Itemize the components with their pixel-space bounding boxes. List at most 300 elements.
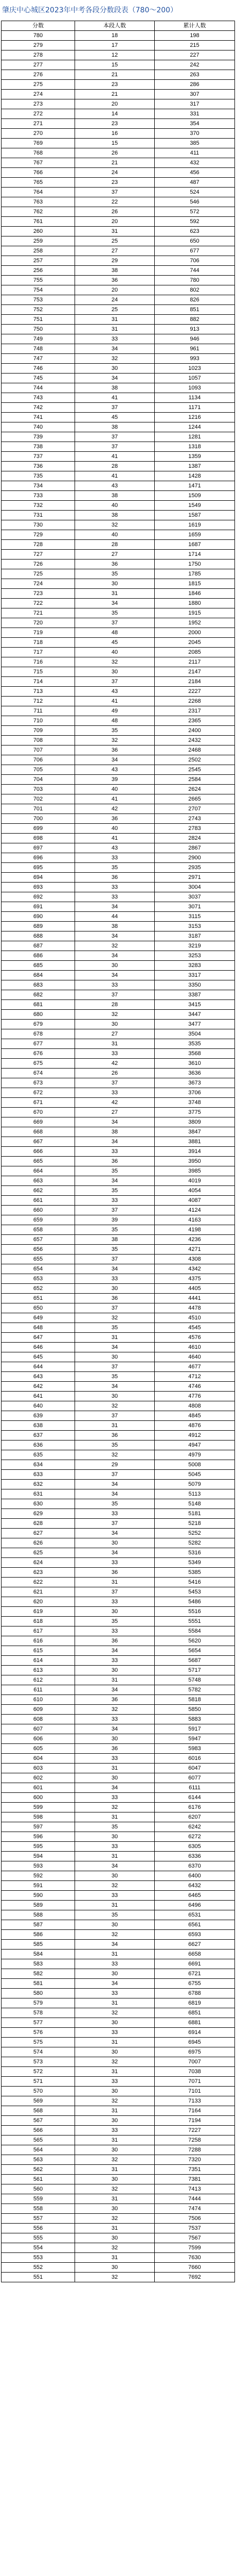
cell-segment-count: 27 <box>75 1108 155 1117</box>
cell-cumulative-count: 215 <box>155 41 235 50</box>
cell-cumulative-count: 5486 <box>155 1597 235 1607</box>
table-row <box>2 2096 235 2106</box>
cell-cumulative-count: 7351 <box>155 2165 235 2175</box>
cell-score: 628 <box>2 1519 75 1529</box>
cell-score: 257 <box>2 256 75 266</box>
table-row <box>2 579 235 589</box>
table-row <box>2 648 235 657</box>
cell-cumulative-count: 961 <box>155 344 235 354</box>
cell-segment-count: 33 <box>75 1597 155 1607</box>
cell-cumulative-count: 5385 <box>155 1568 235 1578</box>
table-row <box>2 60 235 70</box>
cell-cumulative-count: 7007 <box>155 2057 235 2067</box>
table-row <box>2 236 235 246</box>
cell-cumulative-count: 1171 <box>155 403 235 413</box>
table-row <box>2 638 235 648</box>
cell-segment-count: 34 <box>75 755 155 765</box>
table-row <box>2 912 235 922</box>
table-row <box>2 227 235 236</box>
cell-segment-count: 20 <box>75 285 155 295</box>
table-row <box>2 1891 235 1901</box>
cell-cumulative-count: 3535 <box>155 1039 235 1049</box>
cell-segment-count: 36 <box>75 745 155 755</box>
cell-score: 665 <box>2 1157 75 1166</box>
table-row <box>2 1206 235 1215</box>
cell-segment-count: 31 <box>75 2224 155 2233</box>
cell-score: 737 <box>2 452 75 462</box>
table-row <box>2 1724 235 1734</box>
table-row <box>2 168 235 178</box>
cell-score: 673 <box>2 1078 75 1088</box>
cell-segment-count: 35 <box>75 863 155 873</box>
table-row <box>2 334 235 344</box>
cell-cumulative-count: 2743 <box>155 814 235 824</box>
cell-cumulative-count: 411 <box>155 148 235 158</box>
table-row <box>2 1910 235 1920</box>
cell-cumulative-count: 4198 <box>155 1225 235 1235</box>
cell-segment-count: 27 <box>75 1029 155 1039</box>
cell-segment-count: 41 <box>75 834 155 843</box>
cell-score: 558 <box>2 2204 75 2214</box>
cell-cumulative-count: 1714 <box>155 550 235 560</box>
cell-cumulative-count: 1846 <box>155 589 235 599</box>
cell-score: 649 <box>2 1313 75 1323</box>
cell-score: 742 <box>2 403 75 413</box>
cell-cumulative-count: 1915 <box>155 608 235 618</box>
cell-segment-count: 33 <box>75 892 155 902</box>
cell-cumulative-count: 4912 <box>155 1431 235 1440</box>
cell-cumulative-count: 2268 <box>155 697 235 706</box>
cell-score: 583 <box>2 1959 75 1969</box>
cell-score: 598 <box>2 1812 75 1822</box>
cell-segment-count: 23 <box>75 178 155 188</box>
cell-score: 580 <box>2 1989 75 1998</box>
cell-score: 606 <box>2 1734 75 1744</box>
cell-score: 634 <box>2 1460 75 1470</box>
cell-cumulative-count: 1549 <box>155 501 235 511</box>
table-row <box>2 618 235 628</box>
cell-segment-count: 40 <box>75 824 155 834</box>
table-row <box>2 1529 235 1538</box>
cell-score: 663 <box>2 1176 75 1186</box>
cell-score: 693 <box>2 883 75 892</box>
cell-score: 278 <box>2 50 75 60</box>
cell-cumulative-count: 706 <box>155 256 235 266</box>
cell-score: 594 <box>2 1852 75 1861</box>
cell-score: 765 <box>2 178 75 188</box>
cell-segment-count: 31 <box>75 2165 155 2175</box>
cell-segment-count: 30 <box>75 1734 155 1744</box>
cell-cumulative-count: 7288 <box>155 2145 235 2155</box>
table-row <box>2 1636 235 1646</box>
cell-segment-count: 34 <box>75 1940 155 1950</box>
cell-cumulative-count: 6176 <box>155 1803 235 1812</box>
cell-score: 612 <box>2 1675 75 1685</box>
cell-score: 644 <box>2 1362 75 1372</box>
table-row <box>2 1059 235 1069</box>
cell-cumulative-count: 4545 <box>155 1323 235 1333</box>
cell-segment-count: 30 <box>75 1773 155 1783</box>
cell-score: 627 <box>2 1529 75 1538</box>
cell-cumulative-count: 913 <box>155 325 235 334</box>
cell-cumulative-count: 546 <box>155 197 235 207</box>
cell-score: 272 <box>2 109 75 119</box>
table-row <box>2 2145 235 2155</box>
cell-score: 563 <box>2 2155 75 2165</box>
cell-score: 641 <box>2 1392 75 1401</box>
cell-score: 736 <box>2 462 75 471</box>
cell-score: 561 <box>2 2175 75 2184</box>
cell-score: 687 <box>2 941 75 951</box>
cell-cumulative-count: 2365 <box>155 716 235 726</box>
table-row <box>2 804 235 814</box>
cell-cumulative-count: 7413 <box>155 2184 235 2194</box>
table-row <box>2 677 235 687</box>
cell-cumulative-count: 3847 <box>155 1127 235 1137</box>
cell-cumulative-count: 6819 <box>155 1998 235 2008</box>
cell-segment-count: 32 <box>75 2008 155 2018</box>
column-header-cumulative-count: 累计人数 <box>155 21 235 31</box>
cell-segment-count: 31 <box>75 1764 155 1773</box>
cell-score: 764 <box>2 188 75 197</box>
cell-cumulative-count: 5917 <box>155 1724 235 1734</box>
cell-cumulative-count: 2935 <box>155 863 235 873</box>
cell-segment-count: 31 <box>75 1675 155 1685</box>
table-row <box>2 1587 235 1597</box>
cell-score: 688 <box>2 931 75 941</box>
cell-segment-count: 36 <box>75 1695 155 1705</box>
table-row <box>2 2067 235 2077</box>
table-row <box>2 1323 235 1333</box>
table-row <box>2 1147 235 1157</box>
table-header-row <box>2 21 235 31</box>
cell-cumulative-count: 3706 <box>155 1088 235 1098</box>
table-row <box>2 1666 235 1675</box>
cell-segment-count: 43 <box>75 481 155 491</box>
cell-segment-count: 42 <box>75 1059 155 1069</box>
cell-score: 716 <box>2 657 75 667</box>
cell-score: 745 <box>2 374 75 383</box>
cell-segment-count: 32 <box>75 2057 155 2067</box>
cell-segment-count: 31 <box>75 2253 155 2263</box>
cell-cumulative-count: 4808 <box>155 1401 235 1411</box>
table-row <box>2 1440 235 1450</box>
cell-segment-count: 36 <box>75 1568 155 1578</box>
cell-score: 733 <box>2 491 75 501</box>
cell-segment-count: 32 <box>75 1010 155 1020</box>
table-row <box>2 2184 235 2194</box>
cell-cumulative-count: 6945 <box>155 2038 235 2047</box>
cell-segment-count: 45 <box>75 638 155 648</box>
cell-cumulative-count: 7320 <box>155 2155 235 2165</box>
table-row <box>2 1959 235 1969</box>
cell-score: 698 <box>2 834 75 843</box>
cell-cumulative-count: 6336 <box>155 1852 235 1861</box>
cell-segment-count: 41 <box>75 697 155 706</box>
cell-cumulative-count: 4375 <box>155 1274 235 1284</box>
table-row <box>2 99 235 109</box>
cell-score: 655 <box>2 1255 75 1264</box>
table-row <box>2 697 235 706</box>
cell-score: 662 <box>2 1186 75 1196</box>
table-row <box>2 80 235 90</box>
cell-cumulative-count: 3881 <box>155 1137 235 1147</box>
cell-score: 700 <box>2 814 75 824</box>
cell-segment-count: 32 <box>75 2184 155 2194</box>
table-row <box>2 961 235 971</box>
cell-score: 588 <box>2 1910 75 1920</box>
table-row <box>2 1578 235 1587</box>
cell-segment-count: 32 <box>75 1401 155 1411</box>
cell-cumulative-count: 4776 <box>155 1392 235 1401</box>
cell-segment-count: 34 <box>75 374 155 383</box>
table-row <box>2 1333 235 1343</box>
column-header-score: 分数 <box>2 21 75 31</box>
cell-cumulative-count: 6305 <box>155 1842 235 1852</box>
table-row <box>2 129 235 139</box>
cell-score: 677 <box>2 1039 75 1049</box>
cell-cumulative-count: 4640 <box>155 1352 235 1362</box>
column-header-segment-count: 本段人数 <box>75 21 155 31</box>
cell-score: 750 <box>2 325 75 334</box>
table-row <box>2 667 235 677</box>
cell-score: 658 <box>2 1225 75 1235</box>
table-row <box>2 109 235 119</box>
cell-cumulative-count: 6593 <box>155 1930 235 1940</box>
cell-score: 766 <box>2 168 75 178</box>
cell-segment-count: 33 <box>75 2077 155 2087</box>
cell-score: 727 <box>2 550 75 560</box>
cell-segment-count: 35 <box>75 569 155 579</box>
cell-segment-count: 42 <box>75 1098 155 1108</box>
table-row <box>2 1881 235 1891</box>
table-row <box>2 1088 235 1098</box>
cell-score: 702 <box>2 794 75 804</box>
cell-cumulative-count: 780 <box>155 276 235 285</box>
table-row <box>2 1852 235 1861</box>
cell-score: 566 <box>2 2126 75 2136</box>
cell-cumulative-count: 5687 <box>155 1656 235 1666</box>
table-row <box>2 442 235 452</box>
cell-segment-count: 20 <box>75 99 155 109</box>
cell-cumulative-count: 5453 <box>155 1587 235 1597</box>
cell-segment-count: 34 <box>75 951 155 961</box>
cell-cumulative-count: 4019 <box>155 1176 235 1186</box>
cell-cumulative-count: 242 <box>155 60 235 70</box>
table-row <box>2 1940 235 1950</box>
cell-segment-count: 37 <box>75 442 155 452</box>
cell-segment-count: 33 <box>75 980 155 990</box>
cell-cumulative-count: 3748 <box>155 1098 235 1108</box>
table-row <box>2 520 235 530</box>
cell-cumulative-count: 1587 <box>155 511 235 520</box>
table-row <box>2 2243 235 2253</box>
cell-segment-count: 33 <box>75 1715 155 1724</box>
table-row <box>2 1274 235 1284</box>
cell-segment-count: 32 <box>75 1803 155 1812</box>
cell-score: 746 <box>2 364 75 374</box>
cell-score: 639 <box>2 1411 75 1421</box>
table-row <box>2 1812 235 1822</box>
cell-cumulative-count: 6370 <box>155 1861 235 1871</box>
cell-score: 678 <box>2 1029 75 1039</box>
cell-cumulative-count: 623 <box>155 227 235 236</box>
cell-score: 602 <box>2 1773 75 1783</box>
cell-cumulative-count: 456 <box>155 168 235 178</box>
cell-score: 258 <box>2 246 75 256</box>
table-row <box>2 1303 235 1313</box>
cell-cumulative-count: 3477 <box>155 1020 235 1029</box>
table-row <box>2 1245 235 1255</box>
cell-score: 600 <box>2 1793 75 1803</box>
cell-segment-count: 30 <box>75 2018 155 2028</box>
cell-cumulative-count: 5218 <box>155 1519 235 1529</box>
cell-segment-count: 31 <box>75 315 155 325</box>
cell-score: 569 <box>2 2096 75 2106</box>
cell-segment-count: 35 <box>75 1617 155 1626</box>
cell-segment-count: 48 <box>75 628 155 638</box>
cell-score: 719 <box>2 628 75 638</box>
cell-segment-count: 27 <box>75 550 155 560</box>
cell-segment-count: 40 <box>75 648 155 657</box>
cell-score: 592 <box>2 1871 75 1881</box>
cell-score: 748 <box>2 344 75 354</box>
cell-score: 657 <box>2 1235 75 1245</box>
cell-cumulative-count: 4576 <box>155 1333 235 1343</box>
cell-cumulative-count: 2584 <box>155 775 235 785</box>
cell-segment-count: 34 <box>75 1480 155 1489</box>
cell-segment-count: 24 <box>75 295 155 305</box>
cell-cumulative-count: 4124 <box>155 1206 235 1215</box>
cell-score: 653 <box>2 1274 75 1284</box>
cell-score: 685 <box>2 961 75 971</box>
cell-segment-count: 37 <box>75 1411 155 1421</box>
cell-cumulative-count: 2432 <box>155 736 235 745</box>
cell-score: 605 <box>2 1744 75 1754</box>
cell-score: 680 <box>2 1010 75 1020</box>
cell-segment-count: 29 <box>75 256 155 266</box>
cell-segment-count: 32 <box>75 1313 155 1323</box>
cell-cumulative-count: 7258 <box>155 2136 235 2145</box>
cell-score: 671 <box>2 1098 75 1108</box>
cell-segment-count: 33 <box>75 1754 155 1764</box>
table-body <box>2 31 235 2282</box>
table-row <box>2 1470 235 1480</box>
table-row <box>2 1675 235 1685</box>
table-row <box>2 2253 235 2263</box>
cell-score: 735 <box>2 471 75 481</box>
cell-segment-count: 30 <box>75 2263 155 2273</box>
table-row <box>2 794 235 804</box>
cell-cumulative-count: 7630 <box>155 2253 235 2263</box>
table-row <box>2 608 235 618</box>
cell-score: 608 <box>2 1715 75 1724</box>
cell-score: 625 <box>2 1548 75 1558</box>
cell-score: 622 <box>2 1578 75 1587</box>
cell-cumulative-count: 263 <box>155 70 235 80</box>
cell-cumulative-count: 6016 <box>155 1754 235 1764</box>
cell-cumulative-count: 4308 <box>155 1255 235 1264</box>
cell-cumulative-count: 2227 <box>155 687 235 697</box>
cell-segment-count: 29 <box>75 1460 155 1470</box>
table-row <box>2 1568 235 1578</box>
cell-cumulative-count: 3115 <box>155 912 235 922</box>
cell-score: 617 <box>2 1626 75 1636</box>
table-row <box>2 148 235 158</box>
table-row <box>2 1117 235 1127</box>
table-row <box>2 31 235 41</box>
table-row <box>2 736 235 745</box>
cell-score: 595 <box>2 1842 75 1852</box>
table-row <box>2 266 235 276</box>
cell-segment-count: 34 <box>75 1783 155 1793</box>
cell-cumulative-count: 1815 <box>155 579 235 589</box>
cell-cumulative-count: 3219 <box>155 941 235 951</box>
cell-score: 711 <box>2 706 75 716</box>
table-row <box>2 295 235 305</box>
table-row <box>2 2057 235 2067</box>
cell-segment-count: 37 <box>75 1519 155 1529</box>
cell-segment-count: 33 <box>75 1793 155 1803</box>
table-row <box>2 1822 235 1832</box>
cell-segment-count: 33 <box>75 1509 155 1519</box>
table-row <box>2 1039 235 1049</box>
cell-score: 256 <box>2 266 75 276</box>
table-row <box>2 1626 235 1636</box>
cell-segment-count: 34 <box>75 1685 155 1695</box>
table-row <box>2 716 235 726</box>
cell-segment-count: 34 <box>75 1646 155 1656</box>
cell-score: 554 <box>2 2243 75 2253</box>
table-row <box>2 883 235 892</box>
cell-cumulative-count: 6691 <box>155 1959 235 1969</box>
table-row <box>2 1871 235 1881</box>
cell-segment-count: 37 <box>75 1362 155 1372</box>
table-row <box>2 90 235 99</box>
cell-cumulative-count: 5748 <box>155 1675 235 1685</box>
cell-score: 604 <box>2 1754 75 1764</box>
cell-segment-count: 34 <box>75 1489 155 1499</box>
cell-cumulative-count: 370 <box>155 129 235 139</box>
table-row <box>2 354 235 364</box>
cell-segment-count: 38 <box>75 1235 155 1245</box>
cell-score: 683 <box>2 980 75 990</box>
table-row <box>2 990 235 1000</box>
cell-segment-count: 31 <box>75 1901 155 1910</box>
cell-cumulative-count: 1880 <box>155 599 235 608</box>
table-row <box>2 931 235 941</box>
cell-cumulative-count: 6914 <box>155 2028 235 2038</box>
cell-segment-count: 38 <box>75 422 155 432</box>
table-row <box>2 922 235 931</box>
cell-cumulative-count: 5883 <box>155 1715 235 1724</box>
cell-segment-count: 34 <box>75 1176 155 1186</box>
cell-score: 571 <box>2 2077 75 2087</box>
cell-cumulative-count: 3387 <box>155 990 235 1000</box>
table-row <box>2 1098 235 1108</box>
cell-segment-count: 31 <box>75 1333 155 1343</box>
cell-cumulative-count: 946 <box>155 334 235 344</box>
cell-cumulative-count: 3914 <box>155 1147 235 1157</box>
cell-cumulative-count: 4876 <box>155 1421 235 1431</box>
cell-cumulative-count: 2971 <box>155 873 235 883</box>
cell-segment-count: 15 <box>75 139 155 148</box>
table-row <box>2 325 235 334</box>
table-row <box>2 706 235 716</box>
cell-score: 271 <box>2 119 75 129</box>
cell-cumulative-count: 3809 <box>155 1117 235 1127</box>
cell-cumulative-count: 7038 <box>155 2067 235 2077</box>
